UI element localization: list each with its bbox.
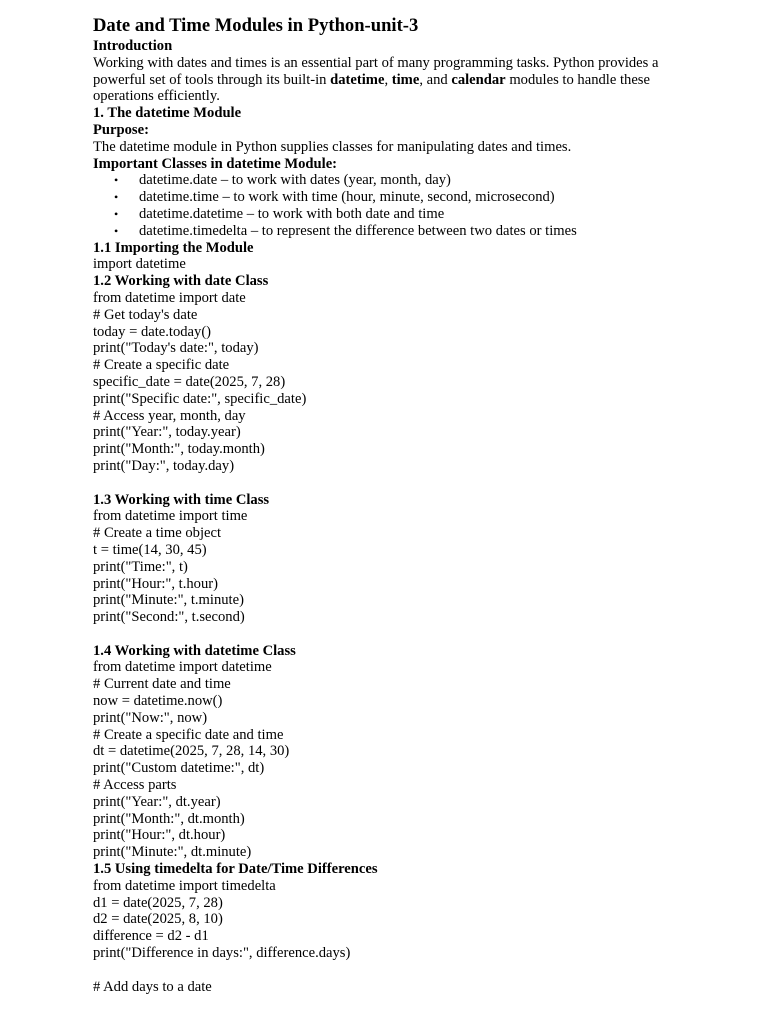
intro-heading: Introduction — [93, 38, 173, 54]
bullet-icon: • — [114, 223, 119, 238]
code-line: # Create a specific date — [93, 357, 230, 374]
code-line: # Add days to a date — [93, 978, 212, 995]
keyword-datetime: datetime — [330, 71, 385, 88]
code-line: # Access year, month, day — [93, 407, 246, 424]
document-page — [93, 14, 693, 995]
bullet-icon: • — [114, 190, 119, 205]
classes-list — [93, 172, 693, 239]
list-item: • datetime.time – to work with time (hour, minute, second, microsecond) — [114, 189, 555, 206]
code-line: print("Second:", t.second) — [93, 609, 245, 626]
page-title: Date and Time Modules in Python-unit-3 — [93, 15, 419, 36]
code-line: print("Year:", dt.year) — [93, 793, 221, 810]
code-line: from datetime import timedelta — [93, 877, 276, 894]
keyword-time: time — [391, 71, 420, 88]
section-heading: 1. The datetime Module — [93, 105, 242, 122]
list-item: • datetime.date – to work with dates (year, month, day) — [114, 172, 451, 189]
keyword-calendar: calendar — [451, 71, 506, 88]
code-line: print("Month:", today.month) — [93, 441, 265, 458]
section-heading: 1.5 Using timedelta for Date/Time Differences — [93, 861, 378, 878]
code-line: from datetime import time — [93, 508, 248, 525]
code-line: d1 = date(2025, 7, 28) — [93, 894, 223, 911]
code-line: print("Minute:", t.minute) — [93, 592, 244, 609]
section-heading: 1.2 Working with date Class — [93, 273, 269, 290]
code-line: print("Hour:", t.hour) — [93, 575, 218, 592]
code-line: specific_date = date(2025, 7, 28) — [93, 373, 286, 390]
code-line: print("Time:", t) — [93, 558, 188, 575]
code-line: # Current date and time — [93, 676, 231, 693]
code-line: print("Today's date:", today) — [93, 340, 259, 357]
intro-paragraph: Working with dates and times is an essential part of many programming tasks. Python provides a powerful set of tools through its built-in datetime, time, and calendar modules to handle these operations efficiently. — [93, 54, 659, 105]
code-line: difference = d2 - d1 — [93, 928, 209, 945]
code-line: today = date.today() — [93, 323, 212, 340]
code-line: print("Day:", today.day) — [93, 457, 235, 474]
code-line: dt = datetime(2025, 7, 28, 14, 30) — [93, 743, 290, 760]
code-line: # Create a specific date and time — [93, 726, 284, 743]
list-item: • datetime.timedelta – to represent the difference between two dates or times — [114, 222, 577, 239]
blank-line — [93, 475, 693, 492]
list-item: • datetime.datetime – to work with both date and time — [114, 205, 445, 222]
code-line: print("Custom datetime:", dt) — [93, 760, 265, 777]
code-line: now = datetime.now() — [93, 693, 223, 710]
code-line: t = time(14, 30, 45) — [93, 541, 207, 558]
code-line: # Access parts — [93, 777, 177, 794]
bullet-icon: • — [114, 173, 119, 188]
classes-heading: Important Classes in datetime Module: — [93, 155, 338, 172]
code-line: print("Difference in days:", difference.days) — [93, 945, 351, 962]
purpose-label: Purpose: — [93, 121, 149, 138]
section-heading: 1.4 Working with datetime Class — [93, 642, 296, 659]
code-line: d2 = date(2025, 8, 10) — [93, 911, 223, 928]
blank-line — [93, 626, 693, 643]
section-heading: 1.1 Importing the Module — [93, 239, 254, 256]
code-line: from datetime import date — [93, 289, 246, 306]
code-line: print("Specific date:", specific_date) — [93, 390, 307, 407]
code-line: print("Hour:", dt.hour) — [93, 827, 226, 844]
code-line: print("Month:", dt.month) — [93, 810, 245, 827]
code-line: # Create a time object — [93, 525, 222, 542]
blank-line — [93, 962, 693, 979]
code-line: # Get today's date — [93, 306, 198, 323]
code-line: print("Minute:", dt.minute) — [93, 844, 252, 861]
purpose-text: The datetime module in Python supplies classes for manipulating dates and times. — [93, 138, 572, 155]
section-heading: 1.3 Working with time Class — [93, 491, 270, 508]
code-line: from datetime import datetime — [93, 659, 272, 676]
bullet-icon: • — [114, 206, 119, 221]
code-line: print("Year:", today.year) — [93, 424, 241, 441]
code-line: print("Now:", now) — [93, 709, 208, 726]
code-line: import datetime — [93, 256, 186, 273]
